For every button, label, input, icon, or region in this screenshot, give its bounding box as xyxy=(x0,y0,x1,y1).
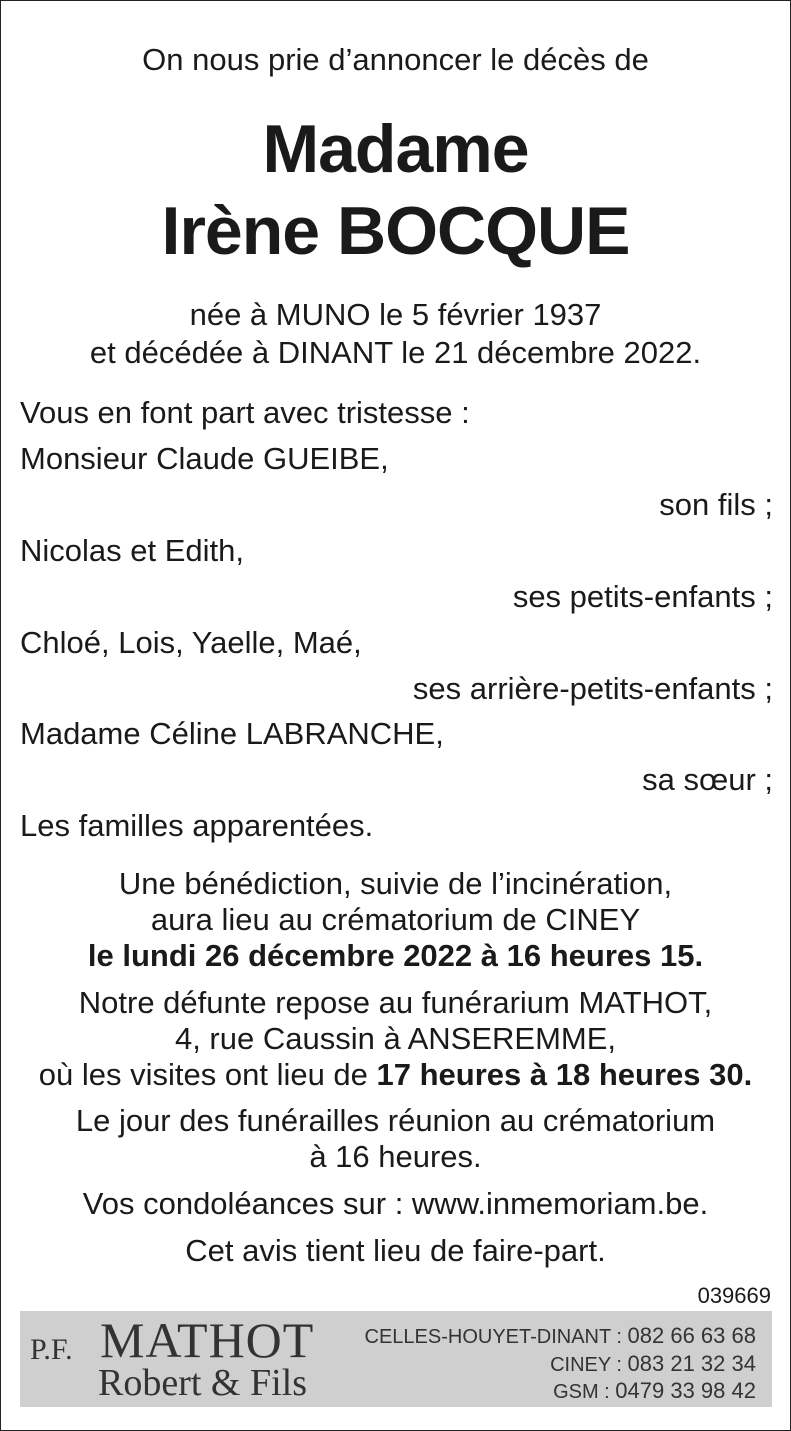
rest-block xyxy=(0,985,791,1093)
ceremony-date: le lundi 26 décembre 2022 à 16 heures 15. xyxy=(87,938,704,973)
brand-subtitle: Robert & Fils xyxy=(98,1362,308,1404)
meeting-block xyxy=(0,1103,791,1175)
pf-label: P.F. xyxy=(30,1333,73,1366)
funeral-home-banner xyxy=(20,1311,772,1407)
visits-line xyxy=(0,1057,791,1093)
contact-line xyxy=(365,1323,757,1349)
families-line: Les familles apparentées. xyxy=(20,808,374,843)
ceremony-line: Une bénédiction, suivie de l’incinération, xyxy=(118,866,673,901)
family-member-relation: son fils ; xyxy=(659,487,773,522)
rest-line: Notre défunte repose au funérarium MATHOT, xyxy=(78,985,713,1020)
family-member-relation: ses arrière-petits-enfants ; xyxy=(412,671,773,706)
visits-prefix: où les visites ont lieu de xyxy=(38,1057,377,1092)
family-member-relation: sa sœur ; xyxy=(642,762,773,797)
contact-label: CELLES-HOUYET-DINANT : xyxy=(364,1326,622,1348)
intro-text: On nous prie d’annoncer le décès de xyxy=(142,42,649,77)
contact-line xyxy=(550,1351,756,1377)
contact-number: 0479 33 98 42 xyxy=(615,1378,756,1403)
family-member-name: Monsieur Claude GUEIBE, xyxy=(20,441,389,476)
family-intro: Vous en font part avec tristesse : xyxy=(20,395,470,430)
condolences-line: Vos condoléances sur : www.inmemoriam.be. xyxy=(82,1186,709,1221)
deceased-title: Madame xyxy=(262,111,529,187)
family-member-relation: ses petits-enfants ; xyxy=(512,579,773,614)
birth-death-block xyxy=(0,296,791,372)
family-member-name: Madame Céline LABRANCHE, xyxy=(20,716,444,751)
faire-part-line: Cet avis tient lieu de faire-part. xyxy=(185,1233,606,1268)
ceremony-block xyxy=(0,866,791,974)
meeting-line: à 16 heures. xyxy=(309,1139,482,1174)
birth-line: née à MUNO le 5 février 1937 xyxy=(189,297,602,332)
family-member-name: Nicolas et Edith, xyxy=(20,533,244,568)
visits-hours: 17 heures à 18 heures 30. xyxy=(376,1057,753,1092)
contact-number: 082 66 63 68 xyxy=(627,1323,756,1348)
contact-label: GSM : xyxy=(553,1381,610,1403)
deceased-name: Irène BOCQUE xyxy=(161,193,630,269)
brand-name: MATHOT xyxy=(100,1312,315,1368)
contact-number: 083 21 32 34 xyxy=(627,1351,756,1376)
ceremony-line: aura lieu au crématorium de CINEY xyxy=(150,902,641,937)
rest-line: 4, rue Caussin à ANSEREMME, xyxy=(174,1021,617,1056)
meeting-line: Le jour des funérailles réunion au crématorium xyxy=(75,1103,716,1138)
death-line: et décédée à DINANT le 21 décembre 2022. xyxy=(89,335,702,370)
reference-number: 039669 xyxy=(697,1283,771,1308)
contact-line xyxy=(553,1378,756,1404)
family-member-name: Chloé, Lois, Yaelle, Maé, xyxy=(20,625,362,660)
contact-label: CINEY : xyxy=(550,1354,622,1376)
